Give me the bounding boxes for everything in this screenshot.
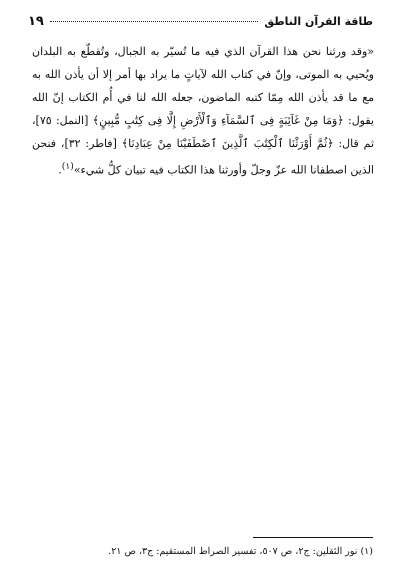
running-header bbox=[28, 14, 373, 34]
header-leader-dots bbox=[50, 21, 258, 22]
header-title: طاقة القرآن الناطق bbox=[264, 15, 373, 28]
paragraph-text: «وقد ورثنا نحن هذا القرآن الذي فيه ما تُسيّر به الجبال، وتُقطّع به البلدان ويُحيي به الموتى، وإنّ في كتاب الله لآياتٍ ما يراد بها أمر إلا أن يأذن الله به مع ما قد يأذن الله مِمّا كتبه الماضون، جعله الله لنا في أُم الكتاب إنّ الله يقول: ﴿وَمَا مِنْ غَآئِبَةٍ فِى ٱلسَّمَآءِ وَٱلْأَرْضِ إِلَّا فِى كِتَٰبٍ مُّبِينٍ﴾ [النمل: ٧٥]، ثم قال: ﴿ثُمَّ أَوْرَثْنَا ٱلْكِتَٰبَ ٱلَّذِينَ ٱصْطَفَيْنَا مِنْ عِبَادِنَا﴾ [فاطر: ٣٢]، فنحن الذين اصطفانا الله عزّ وجلّ وأورثنا هذا الكتاب فيه تبيان كلُّ شيء» bbox=[32, 45, 375, 177]
footnote-marker: (١) bbox=[61, 161, 74, 172]
main-text bbox=[32, 40, 374, 182]
page-number: ١٩ bbox=[28, 14, 44, 29]
body-paragraph: «وقد ورثنا نحن هذا القرآن الذي فيه ما تُسيّر به الجبال، وتُقطّع به البلدان ويُحيي به الموتى، وإنّ في كتاب الله لآياتٍ ما يراد بها أمر إلا أن يأذن الله به مع ما قد يأذن الله مِمّا كتبه الماضون، جعله الله لنا في أُم الكتاب إنّ الله يقول: ﴿وَمَا مِنْ غَآئِبَةٍ فِى ٱلسَّمَآءِ وَٱلْأَرْضِ إِلَّا فِى كِتَٰبٍ مُّبِينٍ﴾ [النمل: ٧٥]، ثم قال: ﴿ثُمَّ أَوْرَثْنَا ٱلْكِتَٰبَ ٱلَّذِينَ ٱصْطَفَيْنَا مِنْ عِبَادِنَا﴾ [فاطر: ٣٢]، فنحن الذين اصطفانا الله عزّ وجلّ وأورثنا هذا الكتاب فيه تبيان كلُّ شيء»$^{(١)}$. bbox=[32, 45, 375, 177]
footnote-separator bbox=[253, 537, 373, 538]
footnote: (١) نور الثقلين: ج٢، ص ٥٠٧، تفسير الصراط المستقيم: ج٣، ص ٢١. bbox=[108, 546, 373, 557]
